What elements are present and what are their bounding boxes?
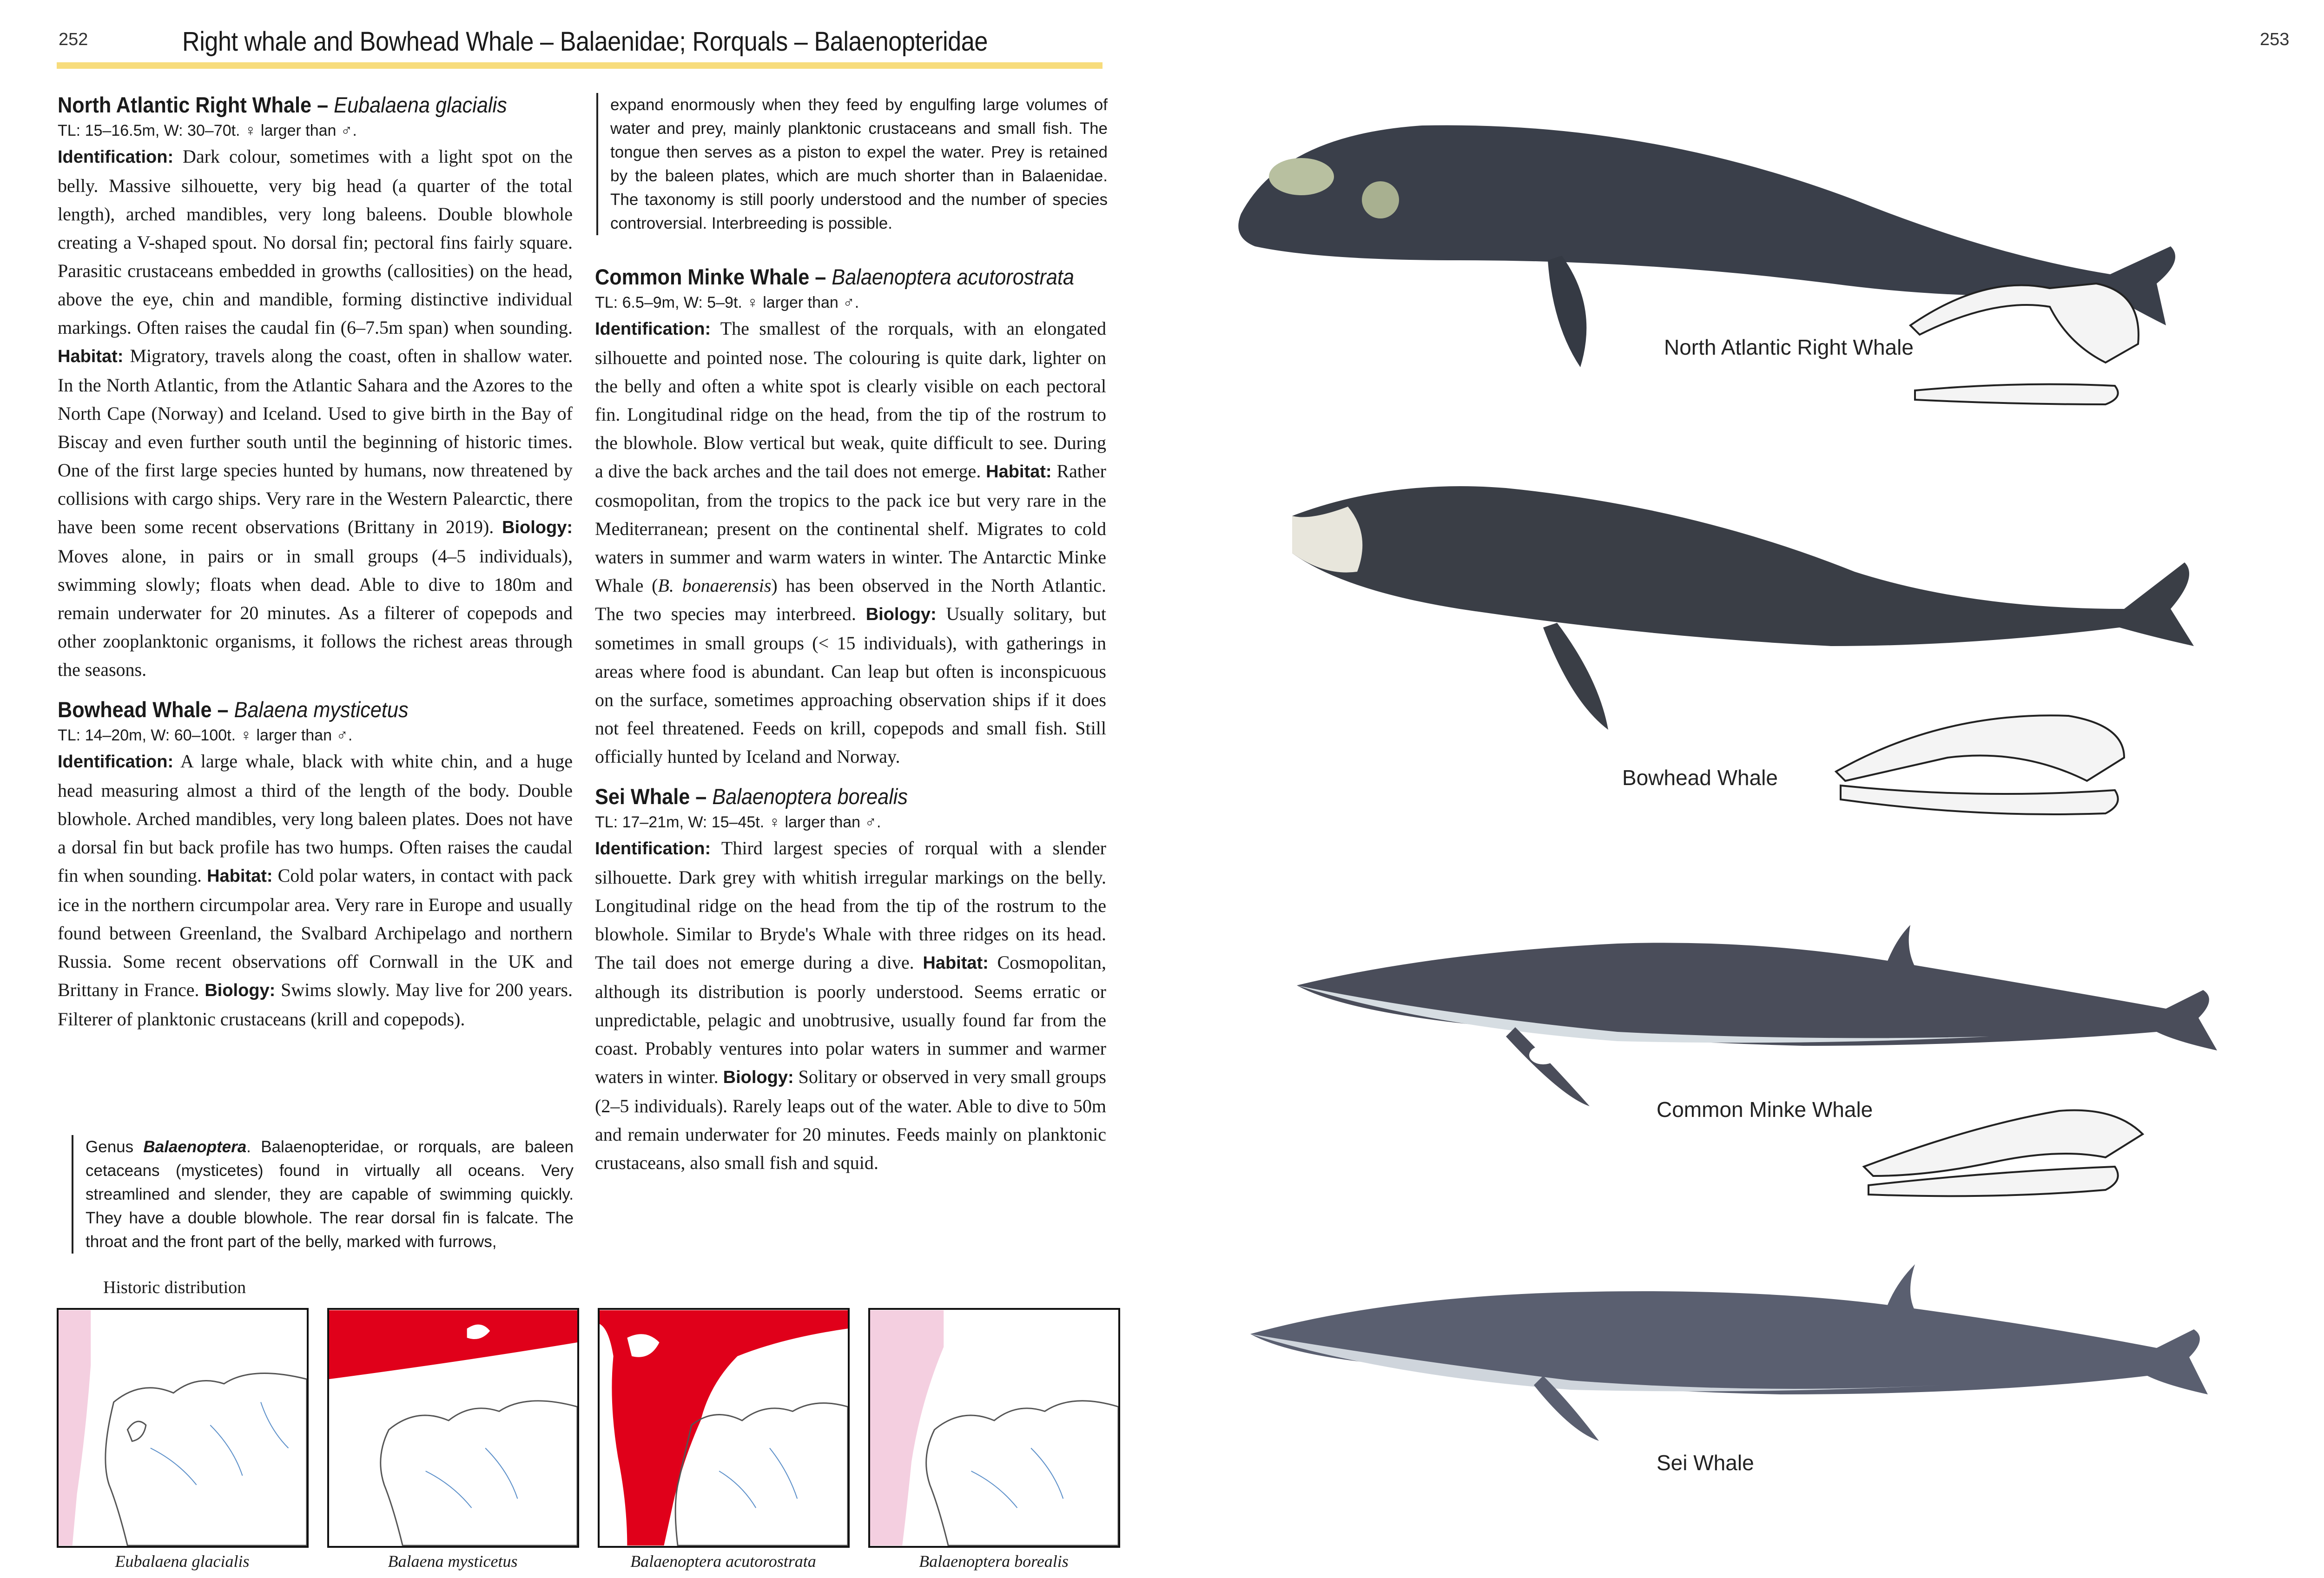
genus-note-part-2: expand enormously when they feed by engulfing large volumes of water and prey, mainly planktonic crustaceans and small fish. The tongue then serves as a piston to expel the water. Prey is retained by the baleen plates, which are much shorter than in Balaenidae. The taxonomy is still poorly understood and the number of species controversial. Interbreeding is possible. xyxy=(596,93,1108,235)
map-caption: Balaenoptera borealis xyxy=(919,1552,1069,1571)
map-caption: Balaena mysticetus xyxy=(388,1552,518,1571)
historic-distribution-label: Historic distribution xyxy=(103,1278,246,1297)
distribution-map xyxy=(870,1310,1118,1546)
bowhead-skull-illustration xyxy=(1827,706,2161,823)
middle-column xyxy=(595,263,1106,1177)
minke-illustration xyxy=(1292,902,2250,1120)
species-measures: TL: 15–16.5m, W: 30–70t. ♀ larger than ♂. xyxy=(58,122,357,139)
map-eubalaena-glacialis xyxy=(57,1308,309,1548)
species-description: Identification: Dark colour, sometimes with a light spot on the belly. Massive silhouette, very big head (a quarter of the total length), arched mandibles, very long baleens. Double blowhole creating a V-shaped spout. No dorsal fin; pectoral fins fairly square. Parasitic crustaceans embedded in growths (callosities) on the head, above the eye, chin and mandible, forming distinctive individual markings. Often raises the caudal fin (6–7.5m span) when sounding. Habitat: Migratory, travels along the coast, often in shallow water. In the North Atlantic, from the Atlantic Sahara and the Azores to the North Cape (Norway) and Iceland. Used to give birth in the Bay of Biscay and even further south until the beginning of historic times. One of the first large species hunted by humans, now threatened by collisions with cargo ships. Very rare in the Western Palearctic, there have been some recent observations (Brittany in 2019). Biology: Moves alone, in pairs or in small groups (4–5 individuals), swimming slowly; floats when dead. Able to dive to 180m and remain underwater for 20 minutes. As a filterer of copepods and other zooplanktonic organisms, it follows the richest areas through the seasons. xyxy=(58,146,573,680)
species-measures: TL: 14–20m, W: 60–100t. ♀ larger than ♂. xyxy=(58,726,353,744)
genus-note-part-1: Genus Balaenoptera. Balaenopteridae, or rorquals, are baleen cetaceans (mysticetes) found in virtually all oceans. Very streamlined and slender, they are capable of swimming quickly. They have a double blowhole. The rear dorsal fin is falcate. The throat and the front part of the belly, marked with furrows, xyxy=(72,1135,574,1254)
species-description: Identification: The smallest of the rorquals, with an elongated silhouette and pointed nose. The colouring is quite dark, lighter on the belly and often a white spot is clearly visible on each pectoral fin. Longitudinal ridge on the head, from the tip of the rostrum to the blowhole. Blow vertical but weak, quite difficult to see. During a dive the back arches and the tail does not emerge. Habitat: Rather cosmopolitan, from the tropics to the pack ice but very rare in the Mediterranean; present on the continental shelf. Migrates to cold waters in summer and warm waters in winter. The Antarctic Minke Whale (B. bonaerensis) has been observed in the North Atlantic. The two species may interbreed. Biology: Usually solitary, but sometimes in small groups (< 15 individuals), with gatherings in areas where food is abundant. Can leap but often is inconspicuous on the surface, sometimes approaching observation ships if it does not feel threatened. Feeds on krill, copepods and small fish. Still officially hunted by Iceland and Norway. xyxy=(595,318,1107,767)
distribution-map xyxy=(329,1310,577,1546)
species-title-right-whale: North Atlantic Right Whale – Eubalaena glacialis xyxy=(58,92,507,117)
species-title-minke: Common Minke Whale – Balaenoptera acutorostrata xyxy=(595,264,1074,289)
left-column xyxy=(58,91,573,1033)
plate-label-sei: Sei Whale xyxy=(1657,1451,1754,1475)
sei-illustration xyxy=(1246,1255,2250,1459)
header-rule xyxy=(57,62,1103,69)
map-balaenoptera-borealis xyxy=(868,1308,1120,1548)
right-page-number: 253 xyxy=(2260,30,2290,49)
map-caption: Balaenoptera acutorostrata xyxy=(630,1552,816,1571)
distribution-map xyxy=(59,1310,307,1546)
species-title-bowhead: Bowhead Whale – Balaena mysticetus xyxy=(58,697,409,722)
map-balaena-mysticetus xyxy=(327,1308,579,1548)
plate-label-right-whale: North Atlantic Right Whale xyxy=(1664,335,1914,359)
species-title-sei: Sei Whale – Balaenoptera borealis xyxy=(595,784,908,809)
plate-label-bowhead: Bowhead Whale xyxy=(1622,766,1778,790)
plate-label-minke: Common Minke Whale xyxy=(1657,1097,1873,1122)
running-head: Right whale and Bowhead Whale – Balaenidae; Rorquals – Balaenopteridae xyxy=(182,26,988,57)
species-measures: TL: 17–21m, W: 15–45t. ♀ larger than ♂. xyxy=(595,813,881,831)
map-balaenoptera-acutorostrata xyxy=(598,1308,850,1548)
right-whale-skull-illustration xyxy=(1901,274,2161,414)
species-description: Identification: Third largest species of rorqual with a slender silhouette. Dark grey with whitish irregular markings on the belly. Longitudinal ridge on the head from the tip of the rostrum to the blowhole. Similar to Bryde's Whale with three ridges on its head. The tail does not emerge during a dive. Habitat: Cosmopolitan, although its distribution is poorly understood. Seems erratic or unpredictable, pelagic and unobtrusive, usually found far from the coast. Probably ventures into polar waters in summer and warmer waters in winter. Biology: Solitary or observed in very small groups (2–5 individuals). Rarely leaps out of the water. Able to dive to 50m and remain underwater for 20 minutes. Feeds mainly on planktonic crustaceans, also small fish and squid. xyxy=(595,838,1107,1173)
species-measures: TL: 6.5–9m, W: 5–9t. ♀ larger than ♂. xyxy=(595,294,859,311)
left-page-number: 252 xyxy=(59,30,88,49)
minke-skull-illustration xyxy=(1855,1092,2161,1213)
species-description: Identification: A large whale, black with white chin, and a huge head measuring almost a third of the length of the body. Double blowhole. Arched mandibles, very long baleen plates. Does not have a dorsal fin but back profile has two humps. Often raises the caudal fin when sounding. Habitat: Cold polar waters, in contact with pack ice in the northern circumpolar area. Very rare in Europe and usually found between Greenland, the Svalbard Archipelago and northern Russia. Some recent observations off Cornwall in the UK and Brittany in France. Biology: Swims slowly. May live for 200 years. Filterer of planktonic crustaceans (krill and copepods). xyxy=(58,751,573,1030)
map-caption: Eubalaena glacialis xyxy=(115,1552,250,1571)
distribution-map xyxy=(600,1310,848,1546)
